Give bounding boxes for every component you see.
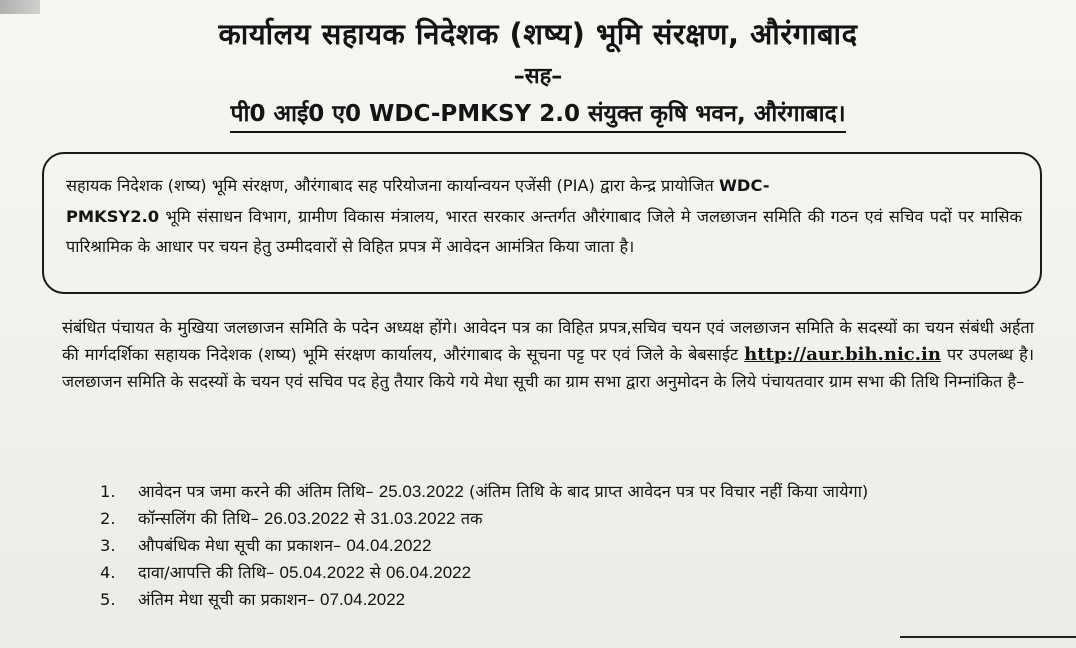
body-paragraph: [62, 314, 1034, 395]
office-subtitle: पी0 आई0 ए0 WDC-PMKSY 2.0 संयुक्त कृषि भवन, औरंगाबाद।: [230, 96, 845, 133]
list-item: [100, 505, 1040, 532]
list-item: [100, 559, 1040, 586]
list-date-end: 31.03.2022: [370, 509, 456, 528]
body-text-2: पर उपलब्ध है। जलछाजन समिति के सदस्यों के चयन एवं सचिव पद हेतु तैयार किये गये मेधा सूची का ग्राम सभा द्वारा अनुमोदन के लिये पंचायतवार ग्राम सभा की तिथि निम्नांकित है–: [62, 345, 1034, 391]
notice-box: [42, 152, 1042, 294]
list-number: 2.: [100, 509, 116, 528]
date-list: [100, 478, 1040, 613]
list-number: 5.: [100, 590, 116, 609]
office-title: कार्यालय सहायक निदेशक (शष्य) भूमि संरक्षण, औरंगाबाद: [218, 17, 858, 51]
list-number: 4.: [100, 563, 116, 582]
body-text-1: संबंधित पंचायत के मुखिया जलछाजन समिति के पदेन अध्यक्ष होंगे। आवेदन पत्र का विहित प्रपत्र,सचिव चयन एवं जलछाजन समिति के सदस्यों का चयन संबंधी अर्हता की मार्गदर्शिका सहायक निदेशक (शष्य) भूमि संरक्षण कार्यालय, औरंगाबाद के सूचना पट्ट पर एवं जिले के बेबसाईट: [62, 318, 1034, 364]
list-label: अंतिम मेधा सूची का प्रकाशन–: [138, 590, 315, 609]
list-label: कॉन्सलिंग की तिथि–: [138, 509, 259, 528]
list-number: 3.: [100, 536, 116, 555]
list-join: से: [354, 509, 366, 528]
list-item: [100, 586, 1040, 613]
list-item: [100, 532, 1040, 559]
notice-text-1: सहायक निदेशक (शष्य) भूमि संरक्षण, औरंगाबाद सह परियोजना कार्यान्वयन एजेंसी (PIA) द्वारा केन्द्र प्रायोजित: [66, 176, 719, 195]
list-date-end: 06.04.2022: [385, 563, 472, 582]
notice-text-2: भूमि संसाधन विभाग, ग्रामीण विकास मंत्रालय, भारत सरकार अन्तर्गत औरंगाबाद जिले मे जलछाजन समिति की गठन एवं सचिव पदों पर मासिक पारिश्रामिक के आधार पर चयन हेतु उम्मीदवारों से विहित प्रपत्र में आवेदन आमंत्रित किया जाता है।: [66, 206, 1022, 256]
list-number: 1.: [100, 482, 116, 501]
list-date: 07.04.2022: [320, 590, 406, 609]
list-date: 26.03.2022: [263, 509, 350, 528]
list-suffix: तक: [460, 509, 483, 528]
list-date: 05.04.2022: [279, 563, 365, 582]
subtitle-wrap: [0, 96, 1076, 133]
list-note: (अंतिम तिथि के बाद प्राप्त आवेदन पत्र पर विचार नहीं किया जायेगा): [469, 482, 869, 501]
notice-scheme-2: PMKSY2.0: [66, 206, 160, 226]
website-link[interactable]: http://aur.bih.nic.in: [744, 344, 941, 365]
list-date: 04.04.2022: [346, 536, 432, 555]
list-join: से: [369, 563, 381, 582]
list-item: [100, 478, 1040, 505]
scan-edge-mark: [0, 0, 40, 14]
notice-scheme-1: WDC-: [718, 176, 770, 195]
list-label: औपबंधिक मेधा सूची का प्रकाशन–: [138, 536, 342, 555]
list-label: आवेदन पत्र जमा करने की अंतिम तिथि–: [138, 482, 374, 501]
office-joiner: –सह–: [513, 64, 563, 89]
list-date: 25.03.2022: [378, 482, 464, 501]
list-label: दावा/आपत्ति की तिथि–: [138, 563, 275, 582]
table-edge-line: [900, 636, 1076, 638]
